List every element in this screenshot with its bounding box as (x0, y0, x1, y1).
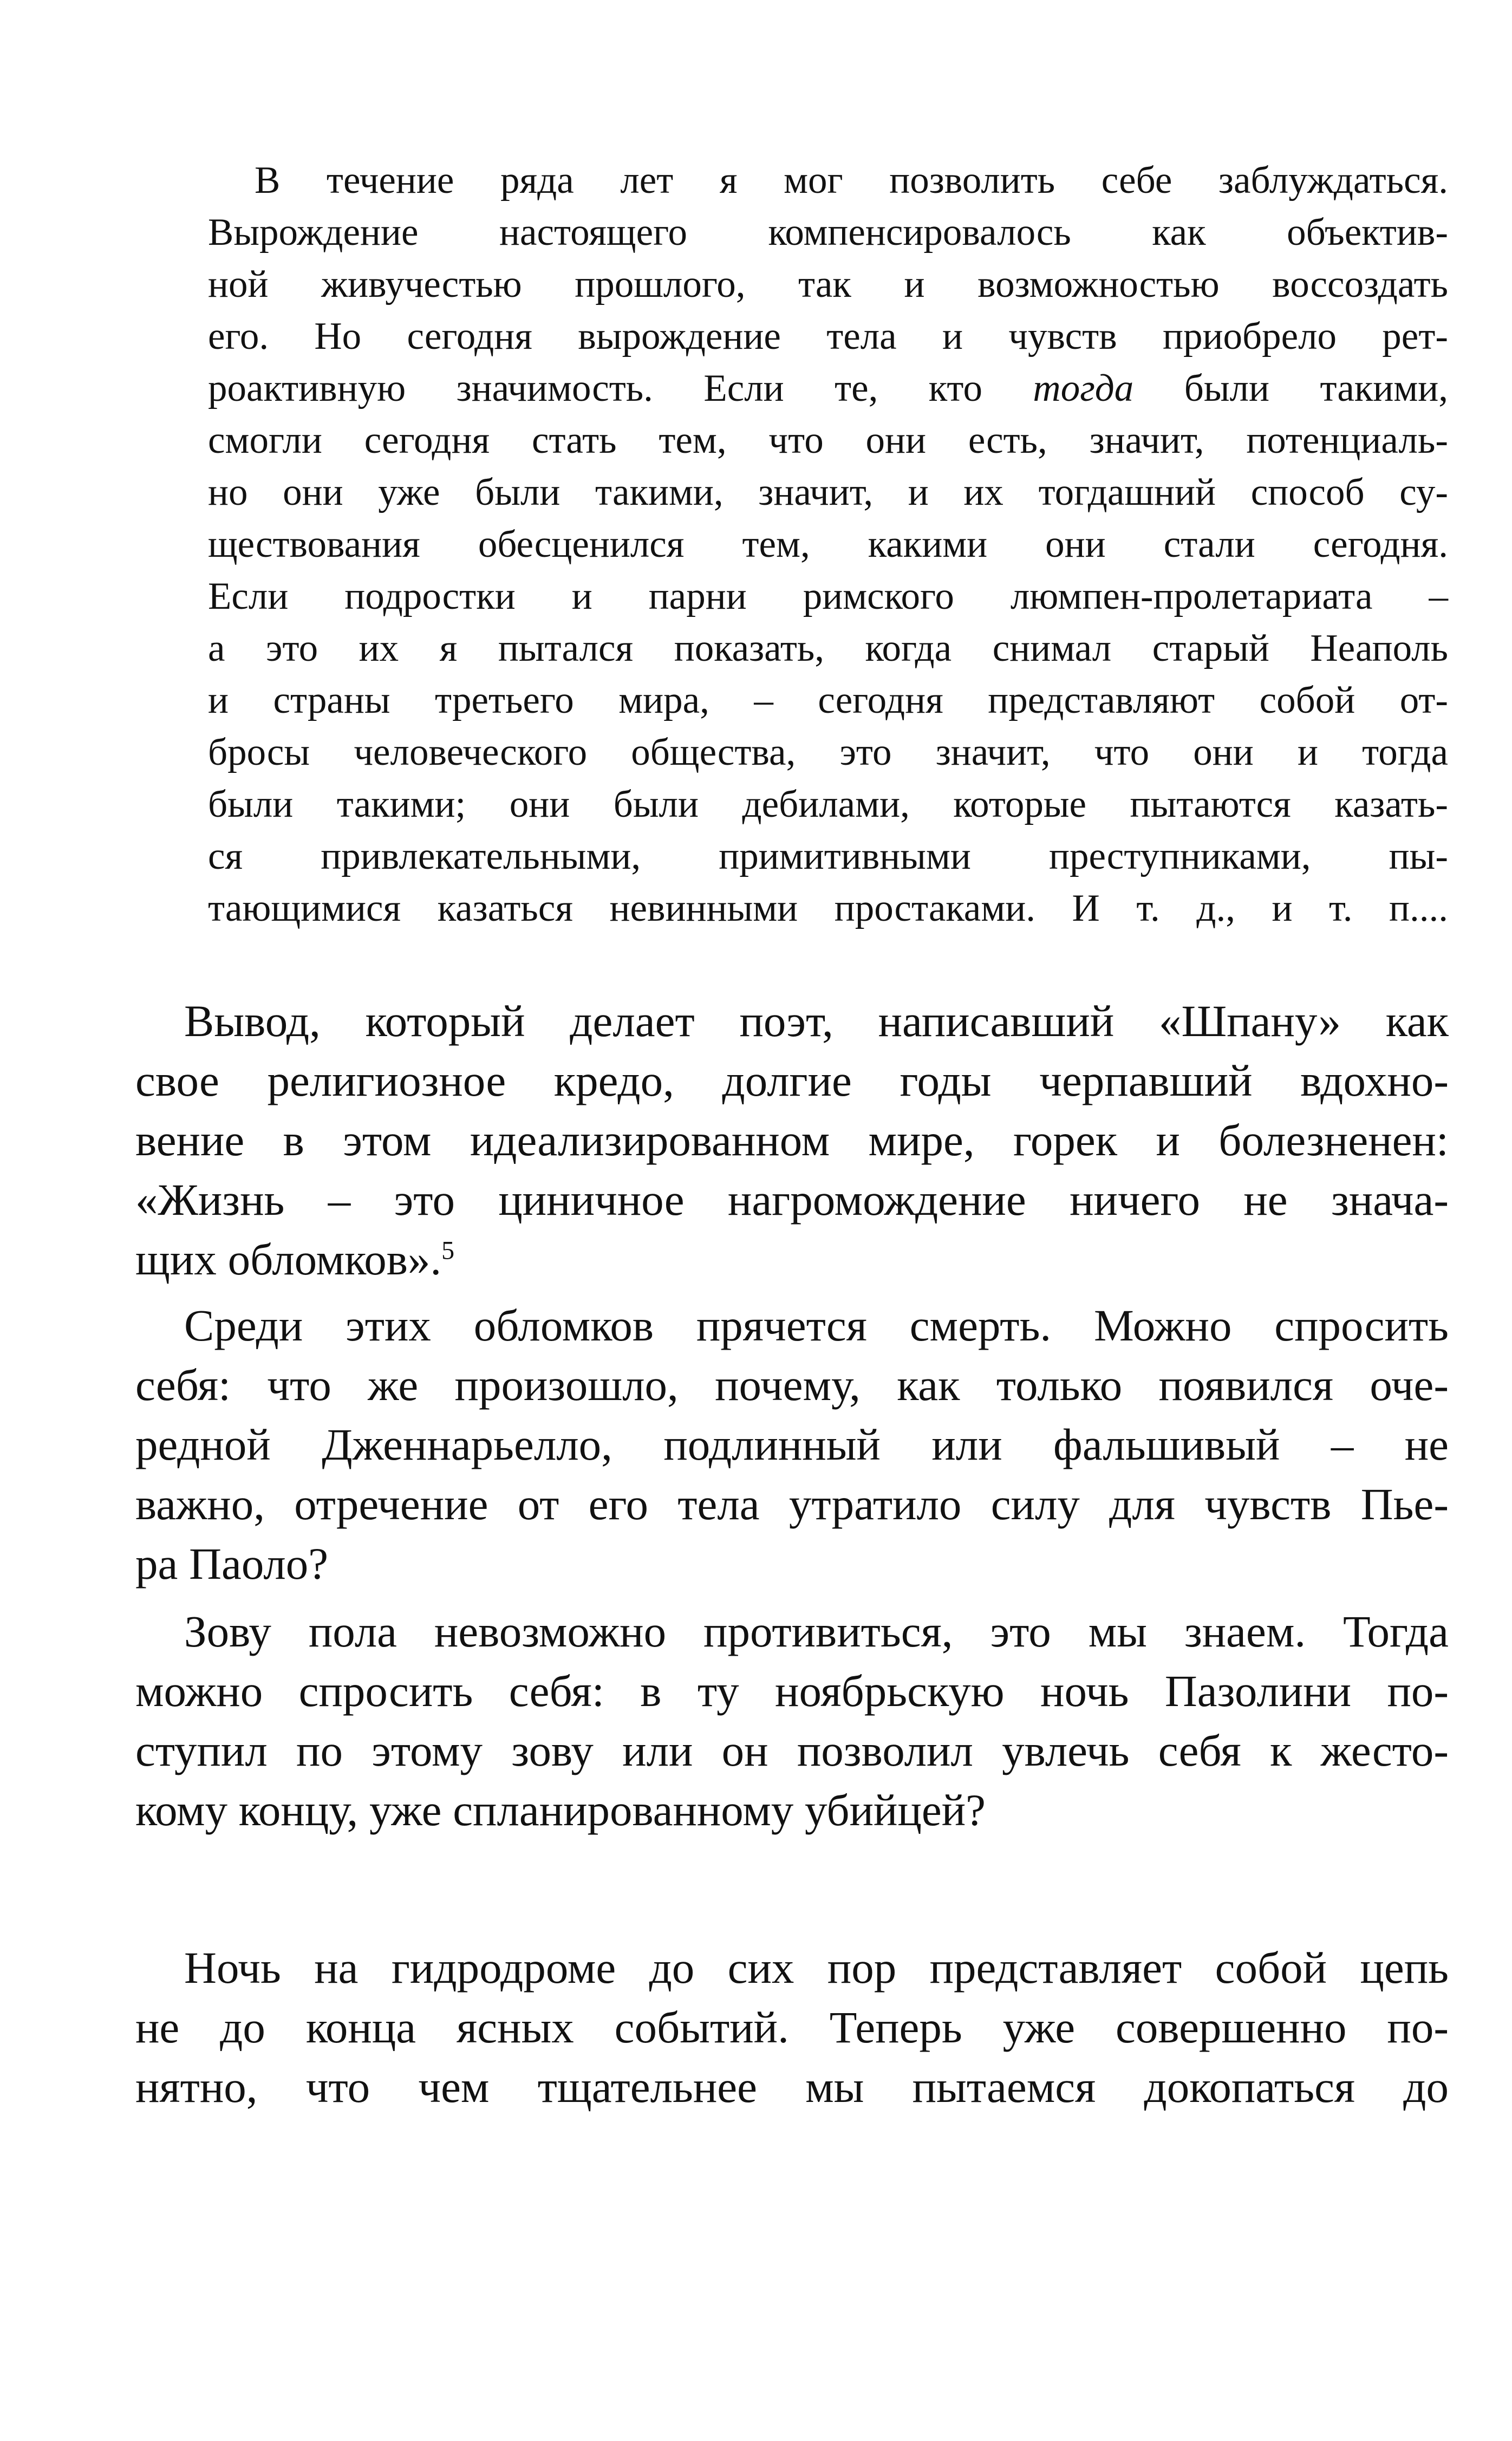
quote-line: смогли сегодня стать тем, что они есть, значит, потенциаль- (208, 419, 1448, 461)
quote-line: Вырождение настоящего компенсировалось как объектив- (208, 211, 1448, 253)
body-line: кому концу, уже спланированному убийцей? (135, 1785, 986, 1835)
body-line: редной Дженнарьелло, подлинный или фальшивый – не (135, 1420, 1449, 1469)
quote-line: Если подростки и парни римского люмпен-пролетариата – (208, 575, 1448, 617)
body-line: свое религиозное кредо, долгие годы черпавший вдохно- (135, 1056, 1449, 1105)
quote-line: его. Но сегодня вырождение тела и чувств приобрело рет- (208, 315, 1448, 357)
quote-line: а это их я пытался показать, когда снимал старый Неаполь (208, 627, 1448, 669)
quote-line: В течение ряда лет я мог позволить себе заблуждаться. (255, 159, 1448, 201)
body-line: Зову пола невозможно противиться, это мы знаем. Тогда (184, 1606, 1449, 1656)
quote-text: были такими, (1184, 367, 1449, 409)
body-line: важно, отречение от его тела утратило силу для чувств Пье- (135, 1479, 1449, 1529)
body-line: не до конца ясных событий. Теперь уже совершенно по- (135, 2002, 1449, 2052)
body-line-with-footnote (135, 1229, 1449, 1289)
quote-line: бросы человеческого общества, это значит, что они и тогда (208, 731, 1448, 773)
quote-line: и страны третьего мира, – сегодня представляют собой от- (208, 679, 1448, 721)
body-line: Вывод, который делает поэт, написавший «Шпану» как (184, 996, 1449, 1046)
body-line: Ночь на гидродроме до сих пор представляет собой цепь (184, 1943, 1449, 1993)
body-line: «Жизнь – это циничное нагромождение ничего не знача- (135, 1175, 1449, 1225)
quote-line: тающимися казаться невинными простаками. И т. д., и т. п.... (208, 887, 1448, 929)
body-line: можно спросить себя: в ту ноябрьскую ночь Пазолини по- (135, 1666, 1449, 1716)
quote-line: ной живучестью прошлого, так и возможностью воссоздать (208, 263, 1448, 305)
body-line: ступил по этому зову или он позволил увлечь себя к жесто- (135, 1726, 1449, 1775)
body-text: щих обломков». (135, 1234, 442, 1284)
footnote-marker: 5 (441, 1236, 455, 1265)
quote-text: роактивную значимость. Если те, кто (208, 367, 982, 409)
body-line: себя: что же произошло, почему, как только появился оче- (135, 1360, 1449, 1410)
quote-line: но они уже были такими, значит, и их тогдашний способ су- (208, 471, 1448, 513)
quote-line: ся привлекательными, примитивными преступниками, пы- (208, 835, 1448, 877)
body-line: вение в этом идеализированном мире, горек и болезненен: (135, 1115, 1449, 1165)
body-line: ра Паоло? (135, 1539, 329, 1589)
quote-line-with-emphasis (208, 362, 1448, 414)
body-line: нятно, что чем тщательнее мы пытаемся докопаться до (135, 2062, 1449, 2112)
emphasized-word: тогда (1033, 367, 1134, 409)
body-line: Среди этих обломков прячется смерть. Можно спросить (184, 1300, 1449, 1350)
quote-line: ществования обесценился тем, какими они стали сегодня. (208, 523, 1448, 565)
quote-line: были такими; они были дебилами, которые пытаются казать- (208, 783, 1448, 825)
